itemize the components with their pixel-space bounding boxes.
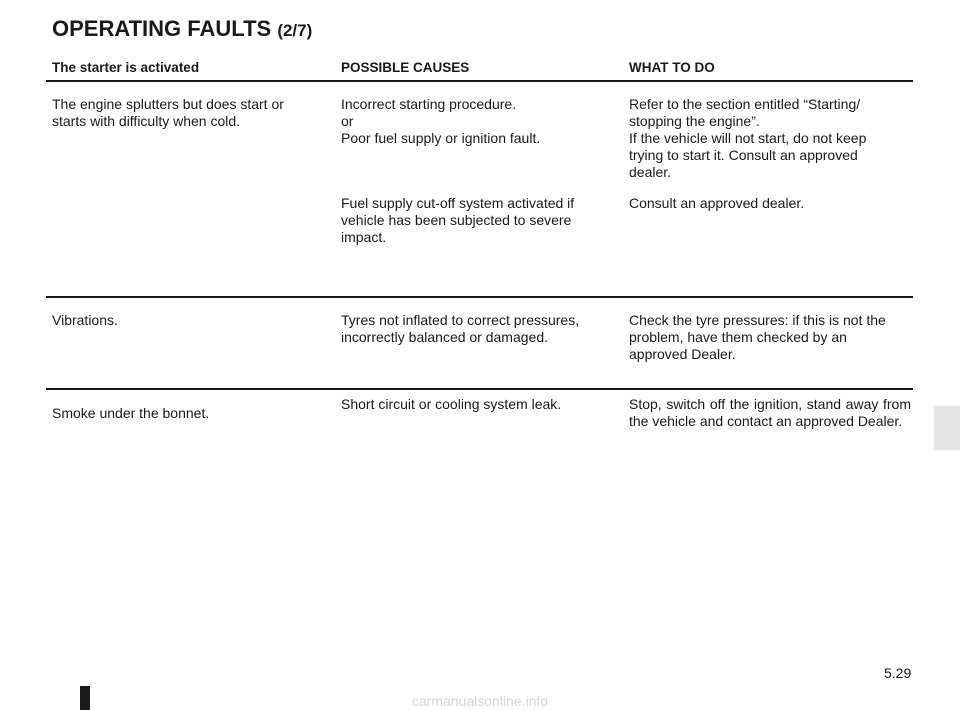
action-line: dealer.	[629, 164, 672, 180]
fault-vibrations: Vibrations.	[52, 312, 118, 328]
cause-incorrect-procedure	[341, 96, 609, 147]
action-line: If the vehicle will not start, do not keep	[629, 130, 867, 146]
action-consult-dealer: Consult an approved dealer.	[629, 195, 805, 211]
title-page-indicator: (2/7)	[277, 21, 313, 40]
row-divider	[46, 388, 913, 390]
cause-line: Poor fuel supply or ignition fault.	[341, 130, 541, 146]
header-possible-causes: POSSIBLE CAUSES	[341, 60, 470, 75]
action-check-tyres: Check the tyre pressures: if this is not the problem, have them checked by an approved Dealer.	[629, 312, 886, 362]
action-line: trying to start it. Consult an approved	[629, 147, 858, 163]
title-main: OPERATING FAULTS	[52, 16, 272, 41]
fault-engine-splutters: The engine splutters but does start or starts with difficulty when cold.	[52, 96, 284, 129]
action-line: stopping the engine”.	[629, 113, 760, 129]
cause-tyres: Tyres not inflated to correct pressures, incorrectly balanced or damaged.	[341, 312, 580, 345]
page-number: 5.29	[884, 665, 912, 681]
header-what-to-do: WHAT TO DO	[629, 60, 715, 75]
cause-line: or	[341, 113, 354, 129]
cause-line: Incorrect starting procedure.	[341, 96, 517, 112]
header-starter: The starter is activated	[52, 60, 200, 75]
header-divider	[46, 80, 913, 82]
fault-smoke-bonnet: Smoke under the bonnet.	[52, 405, 210, 421]
cause-short-circuit: Short circuit or cooling system leak.	[341, 396, 562, 412]
page-title	[52, 16, 312, 42]
section-tab	[934, 406, 960, 450]
action-refer-starting	[629, 96, 911, 181]
action-line: Refer to the section entitled “Starting/	[629, 96, 861, 112]
cause-fuel-cutoff: Fuel supply cut-off system activated if vehicle has been subjected to severe impact.	[341, 195, 575, 245]
action-stop-ignition: Stop, switch off the ignition, stand away from the vehicle and contact an approved Dealer.	[629, 396, 911, 429]
watermark: carmanualsonline.info	[411, 693, 549, 709]
row-divider	[46, 296, 913, 298]
